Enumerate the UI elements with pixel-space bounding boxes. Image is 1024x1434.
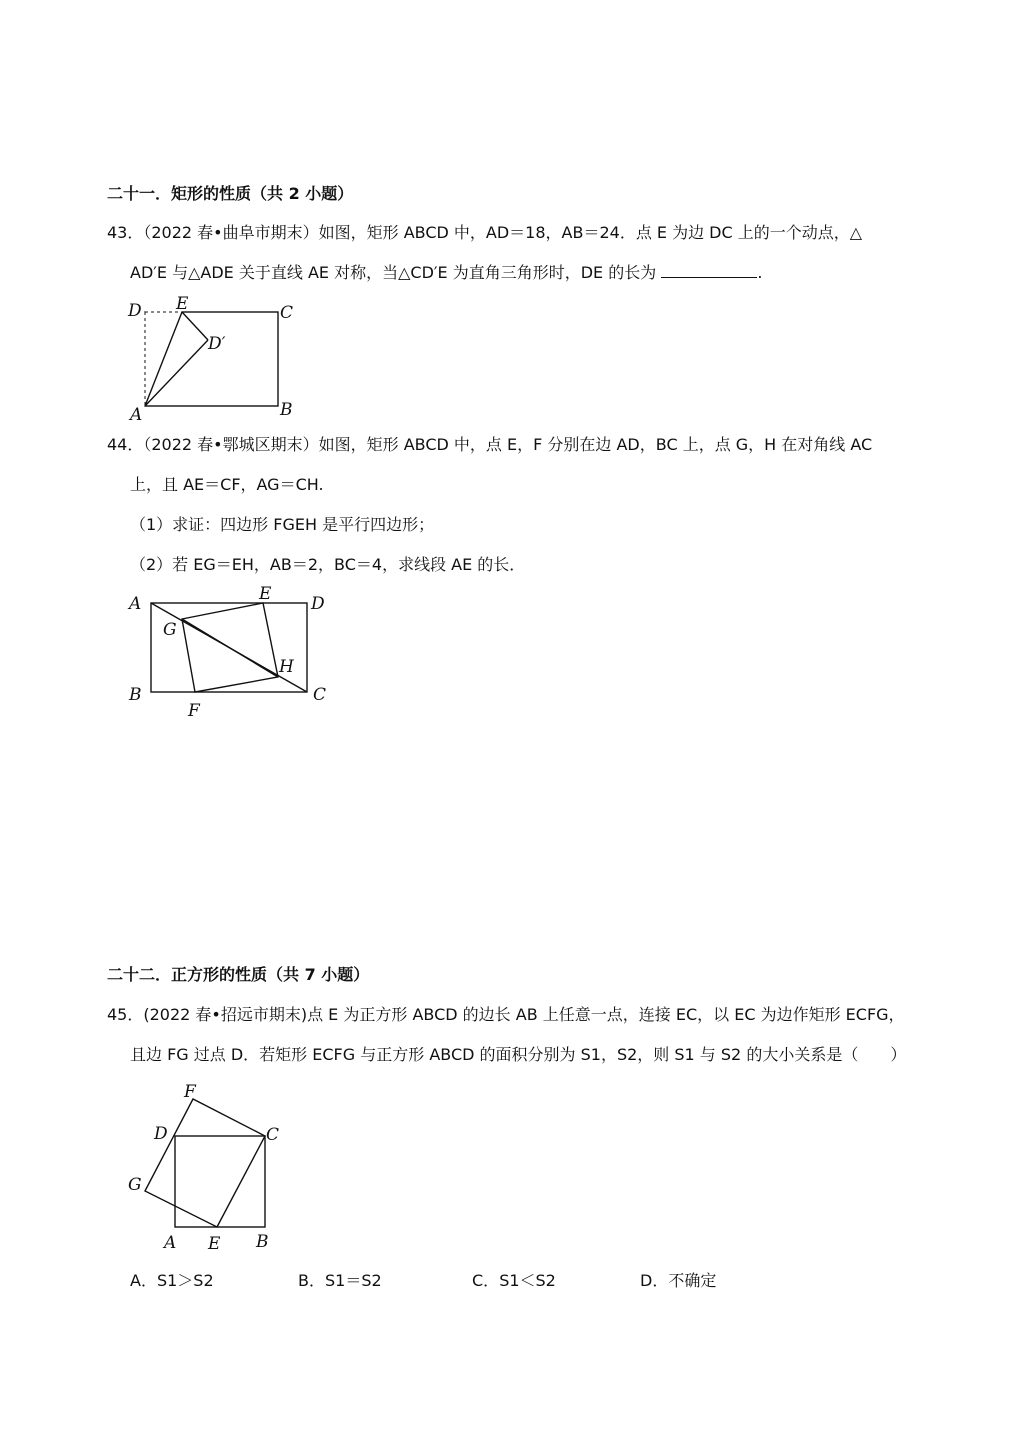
option-a-letter: A． (130, 1271, 157, 1290)
q45-figure (120, 1080, 300, 1256)
label-D: D (154, 1124, 168, 1144)
label-B: B (256, 1232, 269, 1252)
q44-line1: 44．（2022 春•鄂城区期末）如图，矩形 ABCD 中，点 E，F 分别在边 AD，BC 上，点 G，H 在对角线 AC (107, 435, 873, 454)
option-a-text: S1＞S2 (156, 1271, 214, 1290)
option-b-letter: B． (298, 1271, 325, 1290)
option-b-text: S1＝S2 (324, 1271, 382, 1290)
option-c-letter: C． (472, 1271, 500, 1290)
option-d-text: 不确定 (668, 1271, 717, 1290)
label-D: D (128, 301, 142, 321)
q44-figure (120, 582, 340, 722)
label-C: C (313, 685, 327, 705)
label-A: A (130, 405, 143, 422)
q43-line2-end: . (757, 263, 763, 282)
label-C: C (280, 303, 294, 323)
label-G: G (128, 1175, 142, 1195)
label-B: B (129, 685, 142, 705)
answer-blank (661, 263, 757, 278)
q43-line1: 43．（2022 春•曲阜市期末）如图，矩形 ABCD 中，AD＝18，AB＝24．点 E 为边 DC 上的一个动点，△ (107, 223, 863, 242)
option-b[interactable] (298, 1270, 382, 1292)
label-A: A (129, 594, 142, 614)
label-H: H (279, 657, 294, 677)
q43-line-ad-prime (145, 340, 208, 406)
section-heading-22: 二十二．正方形的性质（共 7 小题） (107, 965, 370, 984)
q43-line-ed-prime (182, 312, 208, 340)
label-E: E (259, 584, 272, 604)
option-c-text: S1＜S2 (499, 1271, 556, 1290)
section-heading-21: 二十一．矩形的性质（共 2 小题） (107, 184, 354, 203)
label-F: F (188, 701, 200, 721)
option-d[interactable] (640, 1270, 716, 1292)
label-A: A (164, 1233, 177, 1253)
label-E: E (208, 1234, 221, 1254)
label-D: D (311, 594, 325, 614)
label-C: C (266, 1125, 280, 1145)
q43-rect (145, 312, 278, 406)
q43-line2 (130, 262, 762, 284)
q45-line1: 45．(2022 春•招远市期末)点 E 为正方形 ABCD 的边长 AB 上任意一点，连接 EC，以 EC 为边作矩形 ECFG， (107, 1005, 905, 1024)
option-d-letter: D． (640, 1271, 669, 1290)
option-c[interactable] (472, 1270, 556, 1292)
label-G: G (163, 620, 177, 640)
q44-line2: 上，且 AE＝CF，AG＝CH. (130, 475, 324, 494)
q45-rect-ecfg (145, 1099, 265, 1227)
q44-line-gh (182, 619, 278, 677)
label-B: B (280, 400, 293, 420)
q43-line-ae (145, 312, 182, 406)
q43-line2-text: AD′E 与△ADE 关于直线 AE 对称，当△CD′E 为直角三角形时，DE 的长为 (130, 263, 657, 282)
q44-part1: （1）求证：四边形 FGEH 是平行四边形； (130, 515, 435, 534)
label-E: E (176, 294, 189, 314)
q45-line2: 且边 FG 过点 D．若矩形 ECFG 与正方形 ABCD 的面积分别为 S1，S2，则 S1 与 S2 的大小关系是（ ） (130, 1045, 907, 1064)
option-a[interactable] (130, 1270, 214, 1292)
label-F: F (184, 1082, 196, 1102)
q44-part2: （2）若 EG＝EH，AB＝2，BC＝4，求线段 AE 的长． (130, 555, 526, 574)
label-D-prime: D′ (208, 334, 226, 354)
q43-figure (120, 292, 320, 422)
